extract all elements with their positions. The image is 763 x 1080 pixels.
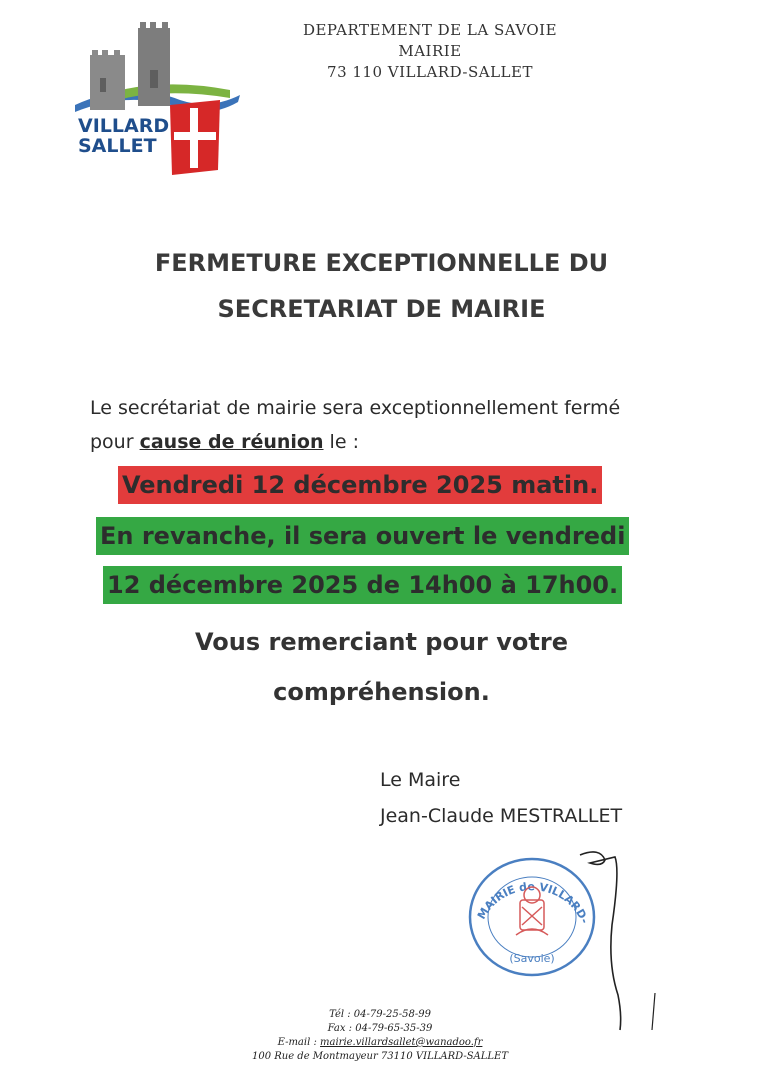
reason-emphasis: cause de réunion — [139, 431, 324, 453]
tower-left — [90, 55, 125, 110]
footer-fax: Fax : 04-79-65-35-39 — [327, 1023, 433, 1034]
body-line-2: pour cause de réunion le : — [90, 431, 359, 453]
footer-address: 100 Rue de Montmayeur 73110 VILLARD-SALLET — [251, 1051, 509, 1062]
opening-highlight-line-2: 12 décembre 2025 de 14h00 à 17h00. — [103, 566, 622, 604]
header-address — [270, 20, 590, 83]
header-town: 73 110 VILLARD-SALLET — [327, 63, 533, 81]
header-mairie: MAIRIE — [398, 42, 462, 60]
thanks-message — [60, 617, 703, 717]
signature-role: Le Maire — [380, 769, 461, 791]
signature-block — [380, 762, 680, 834]
opening-highlight-line-1: En revanche, il sera ouvert le vendredi — [96, 517, 629, 555]
logo-text-line2: SALLET — [78, 135, 157, 157]
stamp-bottom-text: (Savoie) — [509, 952, 555, 965]
signature-name: Jean-Claude MESTRALLET — [380, 805, 623, 827]
stamp-arc-text: MAIRIE de VILLARD- — [474, 880, 592, 926]
title-line-2: SECRETARIAT DE MAIRIE — [217, 295, 546, 323]
closure-date-highlight: Vendredi 12 décembre 2025 matin. — [118, 466, 602, 504]
contact-footer — [180, 1008, 580, 1064]
tower-right — [138, 28, 170, 106]
village-logo — [70, 20, 245, 180]
body-line-1: Le secrétariat de mairie sera exceptionnellement fermé — [90, 397, 621, 419]
notice-body — [90, 391, 710, 459]
title-line-1: FERMETURE EXCEPTIONNELLE DU — [154, 249, 609, 277]
email-link[interactable]: mairie.villardsallet@wanadoo.fr — [320, 1037, 483, 1048]
footer-tel: Tél : 04-79-25-58-99 — [329, 1009, 431, 1020]
logo-text-line1: VILLARD — [78, 115, 170, 137]
notice-title — [60, 240, 703, 332]
thanks-line-2: compréhension. — [273, 678, 490, 706]
footer-email-line: E-mail : mairie.villardsallet@wanadoo.fr — [277, 1037, 483, 1048]
header-department: DEPARTEMENT DE LA SAVOIE — [302, 21, 558, 39]
thanks-line-1: Vous remerciant pour votre — [195, 628, 568, 656]
handwritten-signature — [560, 845, 670, 1035]
